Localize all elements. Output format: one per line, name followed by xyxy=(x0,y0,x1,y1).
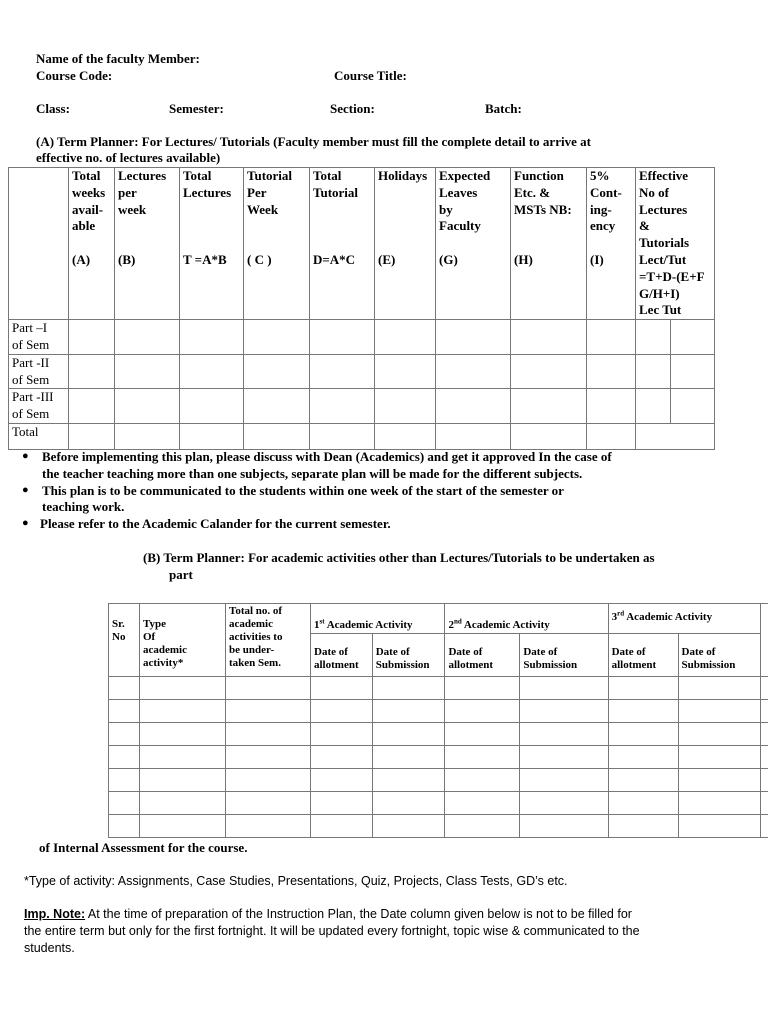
course-title-label: Course Title: xyxy=(334,68,407,83)
table-row xyxy=(109,769,768,792)
col-date-submission-2: Date of Submission xyxy=(520,634,608,677)
col-total-tutorial: Total Tutorial D=A*C xyxy=(310,168,375,320)
imp-note-line1 xyxy=(24,907,632,921)
table-row xyxy=(9,423,715,449)
table-a-corner xyxy=(9,168,69,320)
col-date-allotment-1: Date of allotment xyxy=(311,634,373,677)
table-row xyxy=(9,320,715,355)
col-tutorial-per-week: Tutorial Per Week ( C ) xyxy=(244,168,310,320)
col-second-activity: 2nd Academic Activity xyxy=(445,604,608,634)
table-row xyxy=(109,746,768,769)
col-lectures-per-week: Lectures per week (B) xyxy=(115,168,180,320)
col-sr-no: Sr. No xyxy=(109,604,140,677)
row-label-part-3: Part -III of Sem xyxy=(9,389,69,424)
col-date-submission-1: Date of Submission xyxy=(372,634,445,677)
table-row xyxy=(109,700,768,723)
row-label-total: Total xyxy=(9,423,69,449)
row-label-part-1: Part –I of Sem xyxy=(9,320,69,355)
col-total-activities: Total no. of academic activities to be under- taken Sem. xyxy=(226,604,311,677)
table-row xyxy=(109,792,768,815)
col-date-allotment-3: Date of allotment xyxy=(608,634,678,677)
bullet-icon: ● xyxy=(22,517,29,529)
table-row xyxy=(109,677,768,700)
activity-type-note: *Type of activity: Assignments, Case Studies, Presentations, Quiz, Projects, Class Tests, GD’s etc. xyxy=(24,874,568,888)
bullet-icon: ● xyxy=(22,484,29,496)
section-a-title: (A) Term Planner: For Lectures/ Tutorials (Faculty member must fill the complete detail to arrive at xyxy=(36,134,591,149)
bullet-text-1-cont: the teacher teaching more than one subjects, separate plan will be made for the different subjects. xyxy=(42,466,583,481)
bullet-text-2-cont: teaching work. xyxy=(42,499,125,514)
term-planner-table-a xyxy=(8,167,715,450)
col-holidays: Holidays (E) xyxy=(375,168,436,320)
class-label: Class: xyxy=(36,101,70,116)
section-b-title: (B) Term Planner: For academic activities other than Lectures/Tutorials to be undertaken as xyxy=(143,550,655,565)
course-code-label: Course Code: xyxy=(36,68,113,83)
semester-label: Semester: xyxy=(169,101,224,116)
imp-note-line3: students. xyxy=(24,941,75,955)
faculty-name-label: Name of the faculty Member: xyxy=(36,51,200,66)
term-planner-table-b xyxy=(108,603,768,838)
section-b-footer: of Internal Assessment for the course. xyxy=(39,840,248,855)
section-label: Section: xyxy=(330,101,375,116)
col-total-lectures: Total Lectures T =A*B xyxy=(180,168,244,320)
col-third-activity: 3rd Academic Activity xyxy=(608,604,760,634)
bullet-text-2: This plan is to be communicated to the students within one week of the start of the semester or xyxy=(42,483,564,498)
table-row xyxy=(109,815,768,838)
col-first-activity: 1st Academic Activity xyxy=(311,604,445,634)
col-date-allotment-2: Date of allotment xyxy=(445,634,520,677)
col-expected-leaves: Expected Leaves by Faculty (G) xyxy=(436,168,511,320)
col-effective-lectures: Effective No of Lectures & Tutorials Lect/Tut =T+D-(E+F G/H+I) Lec Tut xyxy=(636,168,715,320)
imp-note-text: At the time of preparation of the Instruction Plan, the Date column given below is not to be filled for xyxy=(85,907,632,921)
table-row xyxy=(9,389,715,424)
bullet-text-3: Please refer to the Academic Calander for the current semester. xyxy=(40,516,391,531)
col-total-weeks: Total weeks avail- able (A) xyxy=(69,168,115,320)
col-function-msts: Function Etc. & MSTs NB: (H) xyxy=(511,168,587,320)
section-b-title-cont: part xyxy=(169,567,193,582)
batch-label: Batch: xyxy=(485,101,522,116)
table-row xyxy=(9,354,715,389)
section-a-title-cont: effective no. of lectures available) xyxy=(36,150,221,165)
row-label-part-2: Part -II of Sem xyxy=(9,354,69,389)
imp-note-label: Imp. Note: xyxy=(24,907,86,921)
table-row xyxy=(109,723,768,746)
bullet-text-1: Before implementing this plan, please discuss with Dean (Academics) and get it approved In the case of xyxy=(42,449,612,464)
col-date-submission-3: Date of Submission xyxy=(678,634,760,677)
bullet-icon: ● xyxy=(22,450,29,462)
col-contingency: 5% Cont- ing- ency (I) xyxy=(587,168,636,320)
col-activity-type: Type Of academic activity* xyxy=(140,604,226,677)
imp-note-line2: the entire term but only for the first fortnight. It will be updated every fortnight, topic wise & communicated to the xyxy=(24,924,640,938)
